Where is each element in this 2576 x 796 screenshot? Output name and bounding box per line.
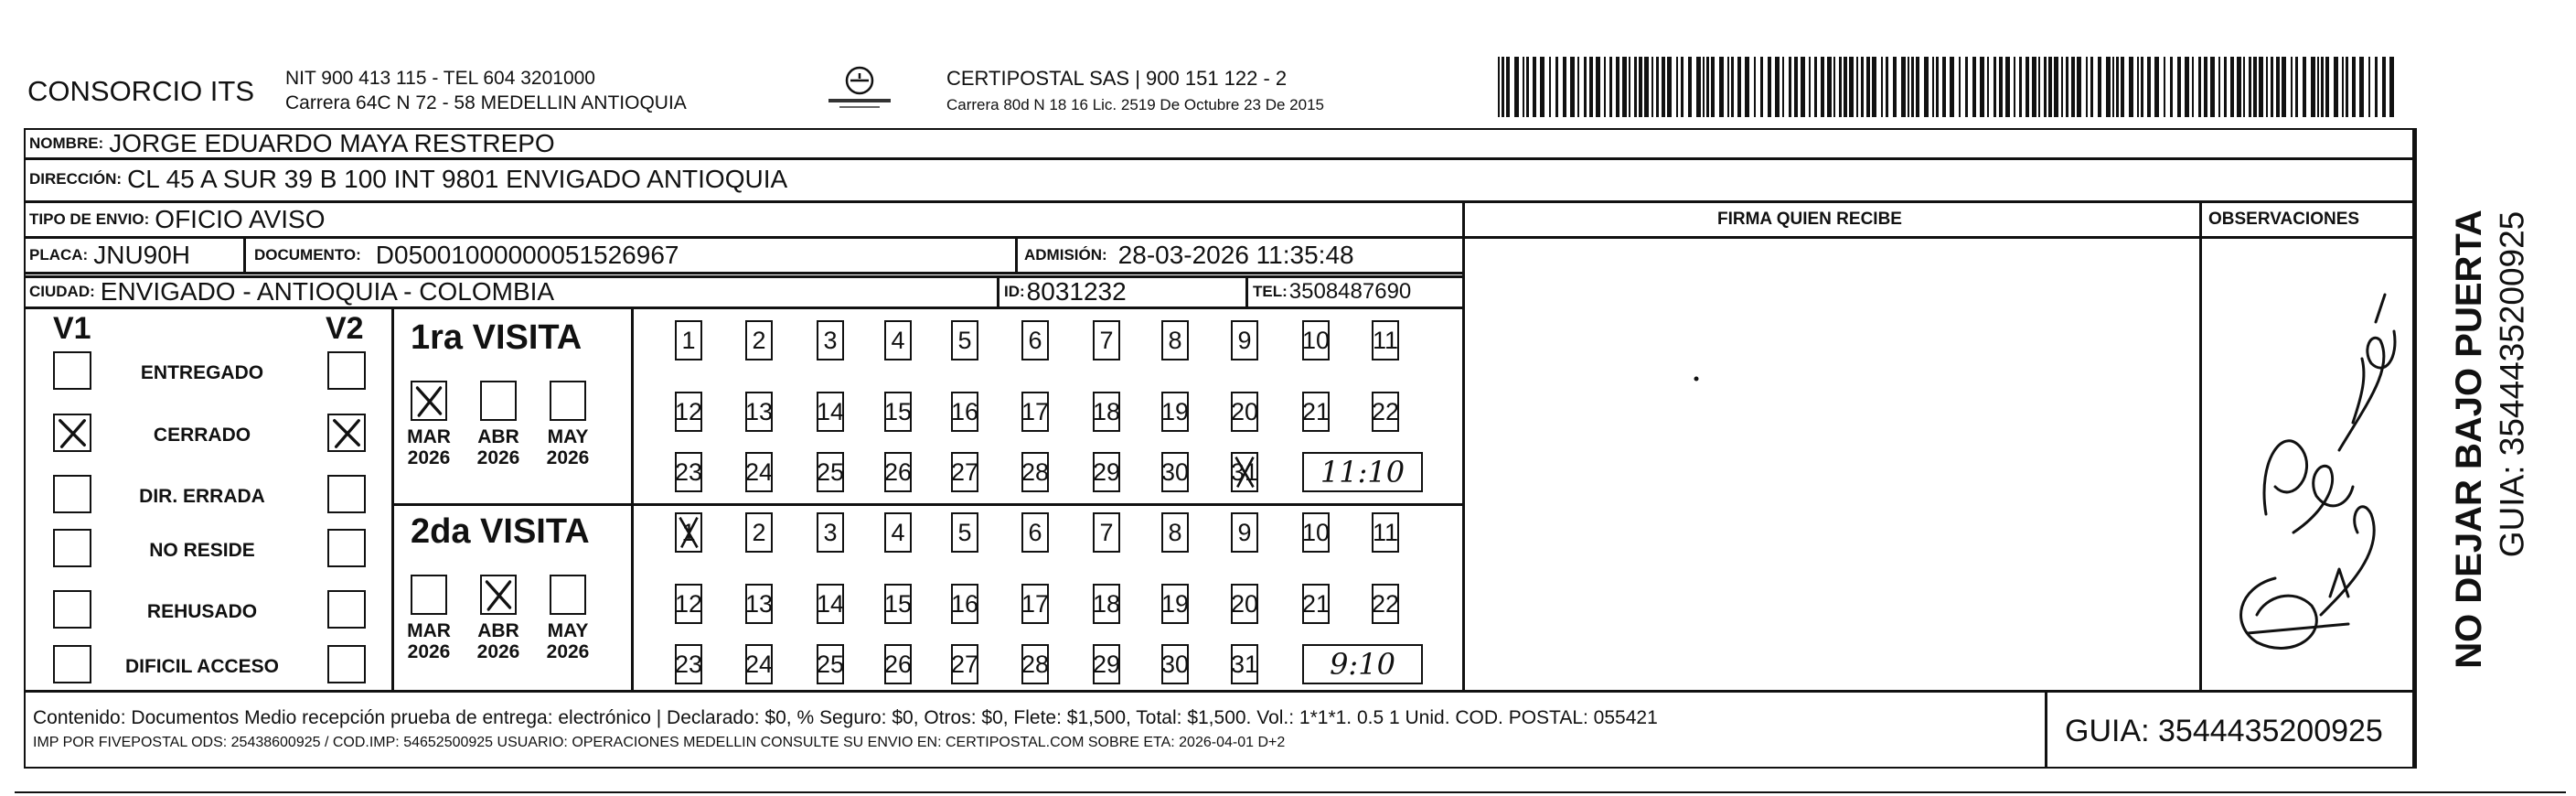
- visit1-day-box[interactable]: [817, 452, 844, 492]
- visit1-day-box[interactable]: [1093, 452, 1120, 492]
- visit1-day-box[interactable]: [1231, 392, 1258, 432]
- visit2-day-box[interactable]: [817, 584, 844, 624]
- day-number: 19: [1160, 397, 1190, 425]
- day-number: 26: [883, 650, 913, 678]
- visit2-day-box[interactable]: [1021, 512, 1049, 553]
- visit1-day-box[interactable]: [1093, 320, 1120, 360]
- handwritten-time: 9:10: [1330, 647, 1395, 682]
- id-value: 8031232: [1026, 276, 1127, 306]
- day-number: 29: [1092, 457, 1121, 486]
- visit1-day-box[interactable]: [745, 320, 773, 360]
- handwritten-time: 11:10: [1320, 455, 1406, 489]
- month-name: ABR: [477, 620, 519, 641]
- v2-label: V2: [326, 311, 364, 346]
- visit2-month-checkbox[interactable]: [480, 575, 517, 615]
- visit1-day-box[interactable]: [817, 320, 844, 360]
- day-number: 4: [891, 518, 905, 546]
- visit1-day-box[interactable]: [1021, 452, 1049, 492]
- footer-imp: IMP POR FIVEPOSTAL ODS: 25438600925 / COD.IMP: 54652500925 USUARIO: OPERACIONES MEDELLIN CONSULTE SU ENVIO EN: CERTIPOSTAL.COM SOBRE ETA: 2026-04-01 D+2: [33, 735, 1286, 750]
- day-number: 14: [816, 397, 845, 425]
- v2-checkbox[interactable]: [327, 529, 366, 567]
- nombre-row: [29, 128, 555, 158]
- day-number: 15: [883, 589, 913, 618]
- visit1-day-box[interactable]: [745, 392, 773, 432]
- visit2-day-box[interactable]: [1231, 512, 1258, 553]
- visit1-day-box[interactable]: [817, 392, 844, 432]
- month-year: 2026: [407, 447, 451, 469]
- v1-label: V1: [53, 311, 91, 346]
- v1-checkbox[interactable]: [53, 645, 91, 683]
- day-number: 14: [816, 589, 845, 618]
- visit2-day-box[interactable]: [1231, 584, 1258, 624]
- day-number: 6: [1028, 518, 1042, 546]
- day-number: 28: [1021, 457, 1050, 486]
- visit1-day-box[interactable]: [951, 452, 978, 492]
- visit1-title: 1ra VISITA: [411, 318, 583, 357]
- month-name: MAY: [547, 426, 589, 447]
- admision-cell: [1024, 238, 1354, 272]
- day-number: 5: [957, 518, 972, 546]
- visit1-day-box[interactable]: [1161, 452, 1189, 492]
- visit1-day-box[interactable]: [1161, 320, 1189, 360]
- visit1-month-checkbox[interactable]: [411, 381, 447, 421]
- day-number: 15: [883, 397, 913, 425]
- day-number: 12: [674, 397, 703, 425]
- visit2-day-box[interactable]: [817, 512, 844, 553]
- visit2-day-box[interactable]: [1021, 644, 1049, 684]
- v1-checkbox[interactable]: [53, 590, 91, 629]
- day-number: 16: [950, 397, 979, 425]
- carrier-name: CERTIPOSTAL SAS | 900 151 122 - 2: [946, 67, 1288, 90]
- visit1-day-box[interactable]: [675, 452, 702, 492]
- visit2-day-box[interactable]: [745, 644, 773, 684]
- v2-checkbox[interactable]: [327, 414, 366, 452]
- status-option-label: CERRADO: [153, 425, 251, 446]
- day-number: 31: [1230, 457, 1259, 486]
- v1-checkbox[interactable]: [53, 414, 91, 452]
- day-number: 16: [950, 589, 979, 618]
- ciudad-value: ENVIGADO - ANTIOQUIA - COLOMBIA: [100, 276, 555, 306]
- day-number: 3: [823, 518, 838, 546]
- visit2-day-box[interactable]: [745, 584, 773, 624]
- visit1-day-box[interactable]: [745, 452, 773, 492]
- direccion-row: [29, 161, 787, 198]
- admision-label: ADMISIÓN:: [1024, 245, 1107, 264]
- footer-guia: GUIA: 3544435200925: [2065, 714, 2383, 748]
- tipo-label: TIPO DE ENVIO:: [29, 210, 150, 228]
- visit1-day-box[interactable]: [884, 392, 912, 432]
- day-number: 1: [681, 518, 696, 546]
- day-number: 20: [1230, 589, 1259, 618]
- month-name: MAY: [547, 620, 589, 641]
- documento-cell: [254, 238, 679, 272]
- month-name: ABR: [477, 426, 519, 447]
- day-number: 25: [816, 650, 845, 678]
- tel-label: TEL:: [1253, 282, 1288, 300]
- visit1-day-box[interactable]: [951, 320, 978, 360]
- visit1-day-box[interactable]: [1372, 392, 1399, 432]
- day-number: 24: [744, 457, 774, 486]
- footer-contenido: Contenido: Documentos Medio recepción prueba de entrega: electrónico | Declarado: $0, % Seguro: $0, Otros: $0, Flete: $1,500, Total: $1,500. Vol.: 1*1*1. 0.5 1 Unid. COD. POSTAL: 055421: [33, 707, 1658, 728]
- visit2-day-box[interactable]: [1372, 584, 1399, 624]
- day-number: 20: [1230, 397, 1259, 425]
- visit2-day-box[interactable]: [1093, 584, 1120, 624]
- status-option-label: DIR. ERRADA: [139, 486, 265, 507]
- day-number: 11: [1372, 518, 1399, 546]
- tipo-value: OFICIO AVISO: [155, 204, 326, 233]
- visit2-day-box[interactable]: [1161, 584, 1189, 624]
- visit1-day-box[interactable]: [951, 392, 978, 432]
- documento-label: DOCUMENTO:: [254, 245, 361, 264]
- day-number: 30: [1160, 457, 1190, 486]
- visit2-day-box[interactable]: [1231, 644, 1258, 684]
- nombre-label: NOMBRE:: [29, 134, 104, 152]
- barcode: [1498, 57, 2399, 117]
- day-number: 22: [1371, 589, 1400, 618]
- visit2-day-box[interactable]: [1161, 644, 1189, 684]
- day-number: 10: [1301, 518, 1331, 546]
- visit1-day-box[interactable]: [1372, 320, 1399, 360]
- tel-cell: [1253, 276, 1411, 307]
- day-number: 21: [1301, 589, 1331, 618]
- certipostal-logo: [823, 64, 896, 112]
- visit2-day-box[interactable]: [951, 644, 978, 684]
- day-number: 31: [1230, 650, 1259, 678]
- day-number: 24: [744, 650, 774, 678]
- day-number: 3: [823, 326, 838, 354]
- day-number: 2: [752, 518, 766, 546]
- direccion-label: DIRECCIÓN:: [29, 170, 123, 188]
- day-number: 22: [1371, 397, 1400, 425]
- day-number: 23: [674, 457, 703, 486]
- firma-header: FIRMA QUIEN RECIBE: [1717, 210, 1902, 229]
- day-number: 12: [674, 589, 703, 618]
- documento-value: D05001000000051526967: [375, 240, 679, 269]
- day-number: 5: [957, 326, 972, 354]
- month-year: 2026: [476, 641, 520, 663]
- visit1-day-box[interactable]: [1161, 392, 1189, 432]
- day-number: 13: [744, 589, 774, 618]
- v2-checkbox[interactable]: [327, 645, 366, 683]
- day-number: 2: [752, 326, 766, 354]
- visit1-day-box[interactable]: [1302, 392, 1330, 432]
- tel-value: 3508487690: [1288, 278, 1412, 304]
- placa-label: PLACA:: [29, 245, 89, 264]
- day-number: 23: [674, 650, 703, 678]
- day-number: 7: [1099, 518, 1114, 546]
- visit1-month-checkbox[interactable]: [480, 381, 517, 421]
- v2-checkbox[interactable]: [327, 590, 366, 629]
- status-option-label: NO RESIDE: [149, 540, 255, 561]
- day-number: 1: [681, 326, 696, 354]
- day-number: 9: [1237, 518, 1252, 546]
- month-name: MAR: [407, 426, 451, 447]
- company-name: CONSORCIO ITS: [27, 75, 255, 107]
- visit2-day-box[interactable]: [675, 584, 702, 624]
- day-number: 25: [816, 457, 845, 486]
- day-number: 21: [1301, 397, 1331, 425]
- handwritten-signature: [2202, 240, 2412, 688]
- v2-checkbox[interactable]: [327, 351, 366, 390]
- visit2-day-box[interactable]: [1302, 584, 1330, 624]
- visit1-month-label: [402, 426, 455, 468]
- day-number: 27: [950, 650, 979, 678]
- carrier-license: Carrera 80d N 18 16 Lic. 2519 De Octubre 23 De 2015: [946, 96, 1324, 113]
- day-number: 19: [1160, 589, 1190, 618]
- tipo-row: [29, 202, 325, 236]
- month-year: 2026: [546, 447, 590, 469]
- v1-checkbox[interactable]: [53, 351, 91, 390]
- day-number: 28: [1021, 650, 1050, 678]
- visit1-day-box[interactable]: [1093, 392, 1120, 432]
- company-nit: NIT 900 413 115 - TEL 604 3201000: [285, 68, 595, 89]
- visit1-time-box[interactable]: [1302, 452, 1423, 492]
- status-option-label: ENTREGADO: [140, 362, 264, 383]
- visit2-day-box[interactable]: [745, 512, 773, 553]
- visit2-month-label: [541, 620, 594, 662]
- visit2-month-checkbox[interactable]: [411, 575, 447, 615]
- day-number: 10: [1301, 326, 1331, 354]
- placa-value: JNU90H: [93, 240, 191, 269]
- signature-area: [1466, 240, 2197, 688]
- company-address: Carrera 64C N 72 - 58 MEDELLIN ANTIOQUIA: [285, 92, 687, 113]
- placa-cell: [29, 238, 190, 272]
- visit2-day-box[interactable]: [1021, 584, 1049, 624]
- visit1-day-box[interactable]: [884, 320, 912, 360]
- visit2-day-box[interactable]: [1161, 512, 1189, 553]
- visit1-day-box[interactable]: [1231, 320, 1258, 360]
- visit2-month-label: [472, 620, 525, 662]
- visit1-day-box[interactable]: [1021, 392, 1049, 432]
- day-number: 17: [1021, 397, 1050, 425]
- month-year: 2026: [476, 447, 520, 469]
- nombre-value: JORGE EDUARDO MAYA RESTREPO: [109, 128, 555, 157]
- visit2-day-box[interactable]: [884, 644, 912, 684]
- ciudad-cell: [29, 276, 554, 307]
- observaciones-header: OBSERVACIONES: [2208, 210, 2360, 229]
- visit1-day-box[interactable]: [1302, 320, 1330, 360]
- day-number: 4: [891, 326, 905, 354]
- visit1-day-box[interactable]: [675, 392, 702, 432]
- visit2-month-label: [402, 620, 455, 662]
- day-number: 7: [1099, 326, 1114, 354]
- month-year: 2026: [407, 641, 451, 663]
- status-option-label: REHUSADO: [146, 601, 258, 622]
- visit2-day-box[interactable]: [884, 584, 912, 624]
- status-option-label: DIFICIL ACCESO: [124, 656, 279, 677]
- id-label: ID:: [1004, 282, 1025, 300]
- visit2-day-box[interactable]: [675, 644, 702, 684]
- visit1-day-box[interactable]: [1021, 320, 1049, 360]
- side-guia: GUIA: 3544435200925: [2493, 210, 2531, 558]
- id-cell: [1004, 276, 1127, 307]
- day-number: 8: [1168, 326, 1182, 354]
- visit1-day-box[interactable]: [1231, 452, 1258, 492]
- visit2-day-box[interactable]: [817, 644, 844, 684]
- side-notice: NO DEJAR BAJO PUERTA: [2449, 210, 2489, 669]
- visit2-day-box[interactable]: [884, 512, 912, 553]
- day-number: 9: [1237, 326, 1252, 354]
- day-number: 30: [1160, 650, 1190, 678]
- v2-checkbox[interactable]: [327, 475, 366, 513]
- day-number: 11: [1372, 326, 1399, 354]
- visit1-day-box[interactable]: [884, 452, 912, 492]
- visit2-day-box[interactable]: [675, 512, 702, 553]
- day-number: 18: [1092, 589, 1121, 618]
- visit2-day-box[interactable]: [1093, 512, 1120, 553]
- v1-checkbox[interactable]: [53, 475, 91, 513]
- day-number: 8: [1168, 518, 1182, 546]
- day-number: 27: [950, 457, 979, 486]
- day-number: 13: [744, 397, 774, 425]
- visit2-day-box[interactable]: [951, 512, 978, 553]
- visit2-time-box[interactable]: [1302, 644, 1423, 684]
- visit2-day-box[interactable]: [1093, 644, 1120, 684]
- day-number: 29: [1092, 650, 1121, 678]
- visit2-day-box[interactable]: [1302, 512, 1330, 553]
- visit1-month-label: [541, 426, 594, 468]
- month-name: MAR: [407, 620, 451, 641]
- visit2-day-box[interactable]: [951, 584, 978, 624]
- direccion-value: CL 45 A SUR 39 B 100 INT 9801 ENVIGADO ANTIOQUIA: [127, 165, 788, 193]
- visit1-day-box[interactable]: [675, 320, 702, 360]
- day-number: 26: [883, 457, 913, 486]
- ciudad-label: CIUDAD:: [29, 282, 95, 300]
- day-number: 6: [1028, 326, 1042, 354]
- visit2-title: 2da VISITA: [411, 512, 590, 551]
- admision-value: 28-03-2026 11:35:48: [1117, 240, 1354, 269]
- visit1-month-label: [472, 426, 525, 468]
- day-number: 17: [1021, 589, 1050, 618]
- day-number: 18: [1092, 397, 1121, 425]
- month-year: 2026: [546, 641, 590, 663]
- visit2-day-box[interactable]: [1372, 512, 1399, 553]
- v1-checkbox[interactable]: [53, 529, 91, 567]
- visit2-month-checkbox[interactable]: [550, 575, 586, 615]
- visit1-month-checkbox[interactable]: [550, 381, 586, 421]
